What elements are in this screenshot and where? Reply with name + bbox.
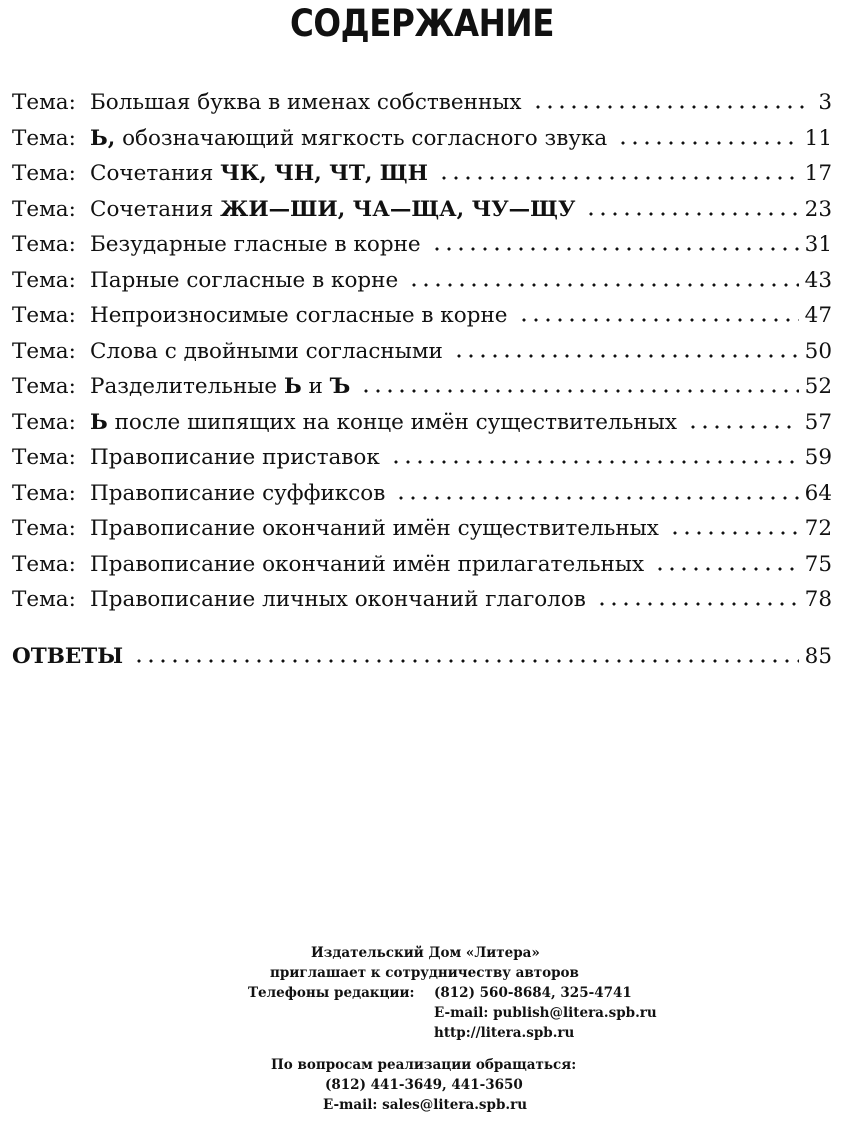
toc-entry-title-text: Непроизносимые согласные в корне: [90, 303, 508, 328]
toc-entry-prefix: Тема:: [12, 516, 76, 541]
toc-page-number: 31: [804, 232, 832, 257]
sales-email: E-mail: sales@litera.spb.ru: [323, 1097, 528, 1113]
toc-page-number: 50: [804, 338, 832, 364]
toc-page-number: 11: [804, 125, 832, 151]
toc-entry[interactable]: [12, 122, 832, 158]
toc-entry[interactable]: [12, 583, 832, 619]
toc-page-number: 43: [804, 267, 832, 293]
toc-entry-prefix: Тема:: [12, 125, 76, 151]
phones-value: (812) 560-8684, 325-4741: [434, 985, 632, 1001]
toc-entry-title-text: и: [301, 374, 330, 399]
toc-answers-label: ОТВЕТЫ: [12, 644, 124, 669]
toc-entry-title: [90, 512, 659, 545]
toc-entry-title-text: Разделительные: [90, 374, 284, 399]
toc-entry-title-text: Сочетания: [90, 161, 221, 186]
toc-entry-title: [90, 157, 428, 190]
toc-entry[interactable]: [12, 86, 832, 122]
toc-entry-prefix: Тема:: [12, 480, 76, 506]
dot-leader: [133, 659, 799, 663]
toc-entry-title-bold: Ь: [283, 374, 302, 399]
toc-entry-title: [90, 228, 421, 261]
toc-entry[interactable]: [12, 406, 832, 442]
dot-leader: [390, 460, 799, 464]
toc-entry-title-text: Безударные гласные в корне: [90, 232, 421, 257]
toc-page-number: 47: [804, 303, 832, 328]
dot-leader: [617, 141, 798, 145]
editorial-email: E-mail: publish@litera.spb.ru: [434, 1005, 657, 1021]
toc-entry-title: [90, 299, 508, 332]
sales-heading: По вопросам реализации обращаться:: [271, 1057, 577, 1073]
toc-page-number: 59: [804, 445, 832, 470]
toc-entry[interactable]: [12, 193, 832, 229]
toc-entry-title: [90, 370, 350, 403]
toc-entry[interactable]: [12, 370, 832, 406]
toc-entry-title: [90, 406, 677, 439]
publisher-name: Издательский Дом «Литера»: [311, 945, 540, 961]
toc-page-number: 17: [804, 161, 832, 186]
toc-entry-title: [90, 193, 575, 226]
toc-entry-prefix: Тема:: [12, 267, 76, 293]
toc-page-number: 75: [804, 551, 832, 577]
page-title: СОДЕРЖАНИЕ: [289, 2, 555, 45]
toc-entry-prefix: Тема:: [12, 303, 76, 328]
toc-entry-title-text: Парные согласные в корне: [90, 267, 399, 293]
dot-leader: [654, 567, 799, 571]
toc-answers-row[interactable]: [12, 640, 832, 673]
sales-phones: (812) 441-3649, 441-3650: [325, 1077, 523, 1093]
toc-entry-prefix: Тема:: [12, 338, 76, 364]
toc-page-number: 52: [804, 374, 832, 399]
dot-leader: [518, 318, 799, 322]
toc-entry-title-bold: ЖИ—ШИ, ЧА—ЩА, ЧУ—ЩУ: [220, 196, 576, 222]
toc-entry-title: [90, 122, 607, 155]
toc-page-number: 3: [818, 90, 832, 115]
dot-leader: [585, 212, 798, 216]
toc-entry-title-text: обозначающий мягкость согласного звука: [115, 125, 608, 151]
toc-entry-title: [90, 583, 586, 616]
toc-entry-prefix: Тема:: [12, 551, 76, 577]
toc-entry-prefix: Тема:: [12, 374, 76, 399]
toc-entry-prefix: Тема:: [12, 409, 76, 435]
toc-page-number: 78: [804, 587, 832, 612]
toc-entry-title-bold: Ъ: [329, 374, 351, 399]
toc-entry[interactable]: [12, 441, 832, 477]
toc-page-number: 57: [804, 409, 832, 435]
dot-leader: [408, 283, 798, 287]
toc-entry-title-text: Правописание окончаний имён существительных: [90, 516, 659, 541]
toc-entry-prefix: Тема:: [12, 90, 76, 115]
toc-entry[interactable]: [12, 299, 832, 335]
dot-leader: [453, 354, 799, 358]
toc-page-number: 64: [804, 480, 832, 506]
toc-entry[interactable]: [12, 228, 832, 264]
toc-entry-title-text: Правописание окончаний имён прилагательных: [90, 551, 645, 577]
dot-leader: [360, 389, 798, 393]
dot-leader: [687, 425, 799, 429]
toc-entry-title-text: Правописание личных окончаний глаголов: [90, 587, 586, 612]
toc-entry-title-text: Правописание суффиксов: [90, 480, 386, 506]
toc-entry-title: [90, 477, 385, 510]
dot-leader: [596, 602, 799, 606]
table-of-contents: [12, 86, 832, 619]
toc-entry[interactable]: [12, 548, 832, 584]
toc-entry-title: [90, 335, 443, 368]
toc-entry-title-text: Большая буква в именах собственных: [90, 90, 522, 115]
toc-entry-title-bold: Ь,: [90, 125, 116, 151]
toc-entry-prefix: Тема:: [12, 587, 76, 612]
dot-leader: [438, 176, 799, 180]
toc-entry-title: [90, 86, 522, 119]
toc-entry-prefix: Тема:: [12, 232, 76, 257]
phones-label: Телефоны редакции:: [248, 985, 415, 1001]
toc-entry-prefix: Тема:: [12, 196, 76, 222]
dot-leader: [395, 496, 798, 500]
toc-entry[interactable]: [12, 335, 832, 371]
toc-entry-title: [90, 441, 380, 474]
toc-entry-title-bold: Ь: [90, 409, 108, 435]
website-url: http://litera.spb.ru: [434, 1025, 575, 1041]
toc-entry[interactable]: [12, 477, 832, 513]
toc-entry-title-text: Слова с двойными согласными: [90, 338, 443, 364]
dot-leader: [431, 247, 799, 251]
toc-entry-title-text: Правописание приставок: [90, 445, 380, 470]
toc-entry[interactable]: [12, 264, 832, 300]
publisher-invite: приглашает к сотрудничеству авторов: [270, 965, 579, 981]
toc-page-number: 85: [804, 644, 832, 669]
toc-entry-title-bold: ЧК, ЧН, ЧТ, ЩН: [220, 161, 428, 186]
toc-entry-title-text: после шипящих на конце имён существительных: [107, 409, 677, 435]
dot-leader: [532, 105, 813, 109]
toc-page-number: 23: [804, 196, 832, 222]
toc-page-number: 72: [804, 516, 832, 541]
toc-entry-title: [90, 548, 644, 581]
toc-entry-prefix: Тема:: [12, 445, 76, 470]
toc-entry[interactable]: [12, 512, 832, 548]
toc-entry[interactable]: [12, 157, 832, 193]
dot-leader: [669, 531, 799, 535]
toc-entry-title-text: Сочетания: [90, 196, 221, 222]
toc-entry-title: [90, 264, 398, 297]
toc-entry-prefix: Тема:: [12, 161, 76, 186]
